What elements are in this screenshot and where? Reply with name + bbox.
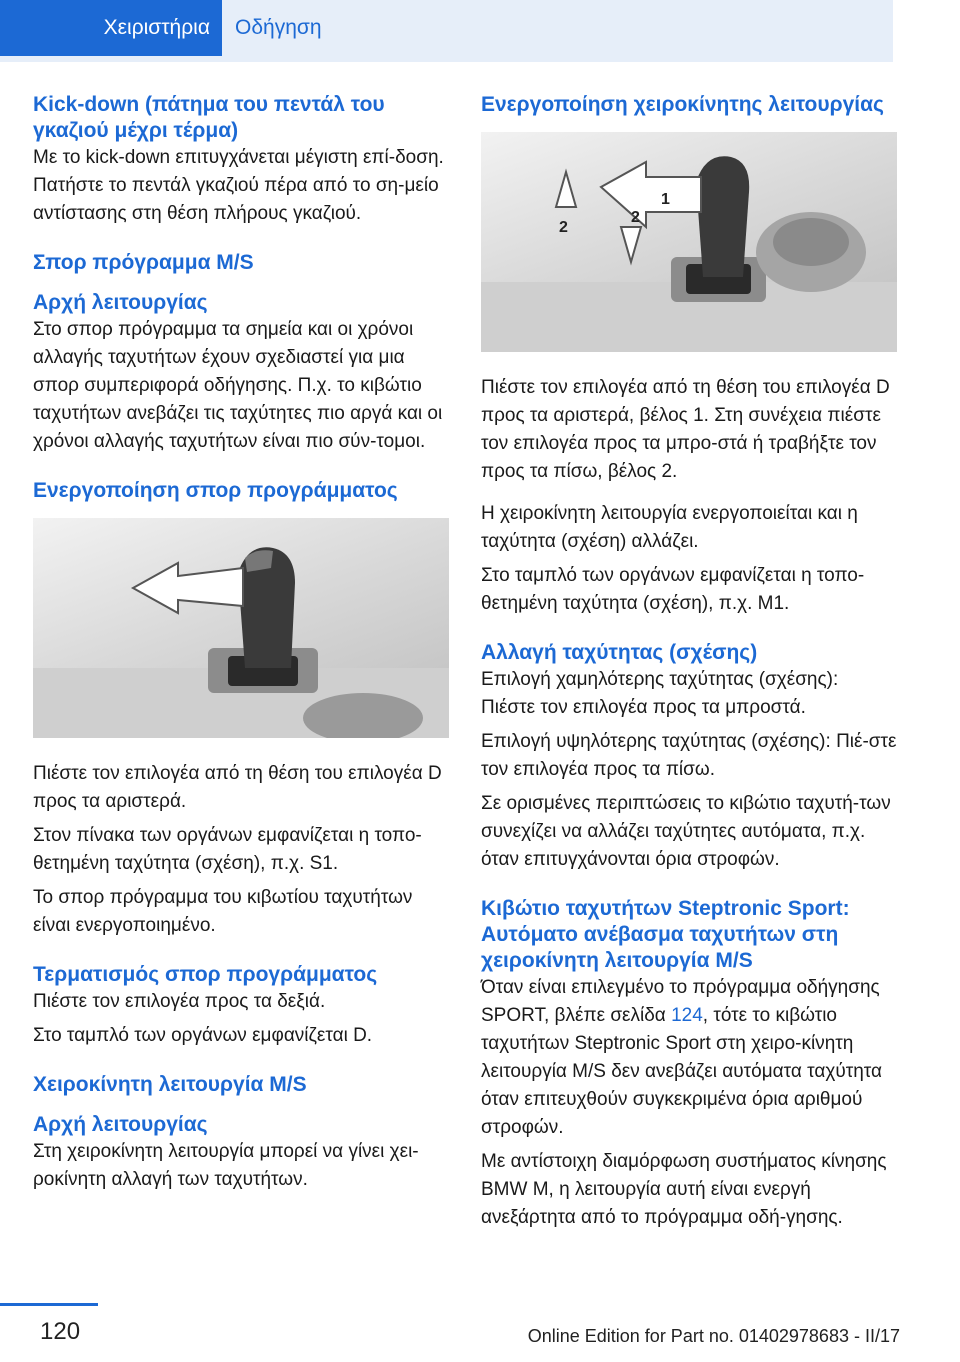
steptronic-text-1a: Όταν είναι επιλεγμένο το πρόγραμμα οδήγησης SPORT, βλέπε σελίδα [481, 977, 880, 1026]
steptronic-text-2: Με αντίστοιχη διαμόρφωση συστήματος κίνησης BMW M, η λειτουργία αυτή είναι ενεργή ανεξάρτητα από το πρόγραμμα οδή-γησης. [481, 1151, 887, 1228]
edition-info: Online Edition for Part no. 01402978683 - II/17 [527, 1326, 900, 1346]
sport-principle-heading: Αρχή λειτουργίας [33, 291, 208, 314]
sport-program-heading: Σπορ πρόγραμμα M/S [33, 251, 254, 274]
page-number: 120 [40, 1318, 81, 1345]
end-sport-text-1: Πιέστε τον επιλογέα προς τα δεξιά. [33, 991, 326, 1012]
tab-controls-label: Χειριστήρια [103, 16, 210, 39]
right-column [481, 92, 897, 1232]
manual-mode-heading: Χειροκίνητη λειτουργία M/S [33, 1073, 307, 1096]
image-label-2-top: 2 [559, 219, 568, 236]
sport-principle-text: Στο σπορ πρόγραμμα τα σημεία και οι χρόνοι αλλαγής ταχυτήτων έχουν σχεδιαστεί για μια σπορ συμπεριφορά οδήγησης. Π.χ. το κιβώτιο ταχυτήτων ανεβάζει τις ταχύτητες πιο αργά και οι χρόνοι αλλαγής ταχυτήτων είναι πιο σύν-τομοι. [33, 319, 443, 452]
steptronic-heading: Κιβώτιο ταχυτήτων Steptronic Sport: Αυτόματο ανέβασμα ταχυτήτων στη χειροκίνητη λειτουργία M/S [481, 897, 850, 972]
activate-manual-heading: Ενεργοποίηση χειροκίνητης λειτουργίας [481, 93, 884, 116]
activate-sport-text-2: Στον πίνακα των οργάνων εμφανίζεται η τοπο-θετημένη ταχύτητα (σχέση), π.χ. S1. [33, 825, 422, 874]
gear-change-text-3: Σε ορισμένες περιπτώσεις το κιβώτιο ταχυτή-των συνεχίζει να αλλάζει ταχύτητες αυτόματα, π.χ. όταν επιτυγχάνονται όρια στροφών. [481, 793, 891, 870]
gear-change-heading: Αλλαγή ταχύτητας (σχέσης) [481, 641, 758, 664]
kickdown-heading: Kick-down (πάτημα του πεντάλ του γκαζιού μέχρι τέρμα) [33, 93, 385, 142]
header-divider [0, 56, 893, 62]
image-label-1: 1 [661, 191, 670, 208]
gear-change-text-1: Επιλογή χαμηλότερης ταχύτητας (σχέσης): Πιέστε τον επιλογέα προς τα μπροστά. [481, 669, 839, 718]
tab-driving[interactable] [222, 0, 893, 56]
end-sport-heading: Τερματισμός σπορ προγράμματος [33, 963, 378, 986]
image-label-2-bottom: 2 [631, 209, 640, 226]
page-124-link[interactable]: 124 [671, 1005, 703, 1026]
activate-sport-text-3: Το σπορ πρόγραμμα του κιβωτίου ταχυτήτων είναι ενεργοποιημένο. [33, 887, 413, 936]
end-sport-text-2: Στο ταμπλό των οργάνων εμφανίζεται D. [33, 1025, 373, 1046]
manual-principle-text: Στη χειροκίνητη λειτουργία μπορεί να γίνει χει-ροκίνητη αλλαγή των ταχυτήτων. [33, 1141, 419, 1190]
activate-manual-text-1: Πιέστε τον επιλογέα από τη θέση του επιλογέα D προς τα αριστερά, βέλος 1. Στη συνέχεια πιέστε τον επιλογέα προς τα μπρο-στά ή τραβήξτε τον προς τα πίσω, βέλος 2. [481, 377, 890, 482]
kickdown-text-1: Με το kick-down επιτυγχάνεται μέγιστη επί-δοση. [33, 147, 444, 168]
tab-driving-label: Οδήγηση [235, 16, 322, 39]
sport-selector-image [33, 518, 449, 738]
left-column [33, 92, 449, 1194]
activate-manual-text-2: Η χειροκίνητη λειτουργία ενεργοποιείται και η ταχύτητα (σχέση) αλλάζει. [481, 503, 858, 552]
manual-selector-image [481, 132, 897, 352]
footer-divider [0, 1303, 98, 1306]
gear-change-text-2: Επιλογή υψηλότερης ταχύτητας (σχέσης): Πιέ-στε τον επιλογέα προς τα πίσω. [481, 731, 897, 780]
tab-controls[interactable] [0, 0, 222, 56]
steptronic-text-1 [481, 974, 897, 1142]
manual-principle-heading: Αρχή λειτουργίας [33, 1113, 208, 1136]
activate-manual-text-3: Στο ταμπλό των οργάνων εμφανίζεται η τοπο-θετημένη ταχύτητα (σχέση), π.χ. M1. [481, 565, 865, 614]
kickdown-text-2: Πατήστε το πεντάλ γκαζιού πέρα από το ση-μείο αντίστασης στη θέση πλήρους γκαζιού. [33, 175, 439, 224]
activate-sport-heading: Ενεργοποίηση σπορ προγράμματος [33, 479, 398, 502]
header-tabs [0, 0, 893, 62]
steptronic-text-1b: , τότε το κιβώτιο ταχυτήτων Steptronic Sport στη χειρο-κίνητη λειτουργία M/S δεν ανεβάζει αυτόματα ταχύτητα όταν επιτευχθούν συγκεκριμένα όρια αριθμού στροφών. [481, 1005, 883, 1138]
activate-sport-text-1: Πιέστε τον επιλογέα από τη θέση του επιλογέα D προς τα αριστερά. [33, 763, 442, 812]
